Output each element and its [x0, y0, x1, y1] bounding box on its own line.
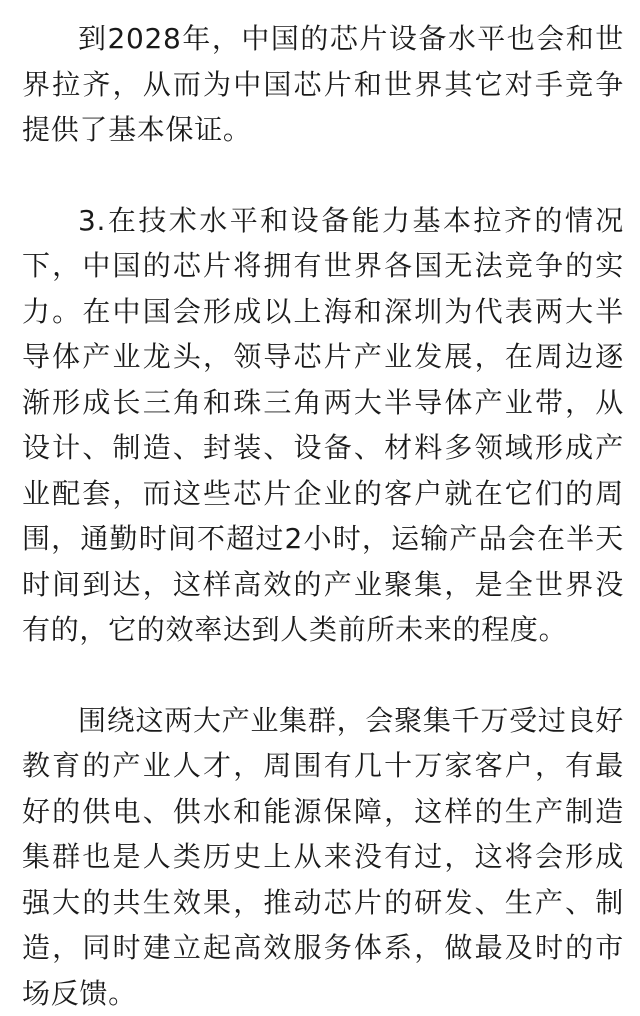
article-body — [22, 16, 624, 1016]
paragraph-talent-and-symbiosis: 围绕这两大产业集群，会聚集千万受过良好教育的产业人才，周围有几十万家客户，有最好的供电、供水和能源保障，这样的生产制造集群也是人类历史上从来没有过，这将会形成强大的共生效果，推动芯片的研发、生产、制造，同时建立起高效服务体系，做最及时的市场反馈。 — [22, 698, 624, 1016]
paragraph-industry-clusters: 3.在技术水平和设备能力基本拉齐的情况下，中国的芯片将拥有世界各国无法竞争的实力。在中国会形成以上海和深圳为代表两大半导体产业龙头，领导芯片产业发展，在周边逐渐形成长三角和珠三角两大半导体产业带，从设计、制造、封装、设备、材料多领域形成产业配套，而这些芯片企业的客户就在它们的周围，通勤时间不超过2小时，运输产品会在半天时间到达，这样高效的产业聚集，是全世界没有的，它的效率达到人类前所未来的程度。 — [22, 198, 624, 653]
paragraph-equipment-level: 到2028年，中国的芯片设备水平也会和世界拉齐，从而为中国芯片和世界其它对手竞争提供了基本保证。 — [22, 16, 624, 153]
